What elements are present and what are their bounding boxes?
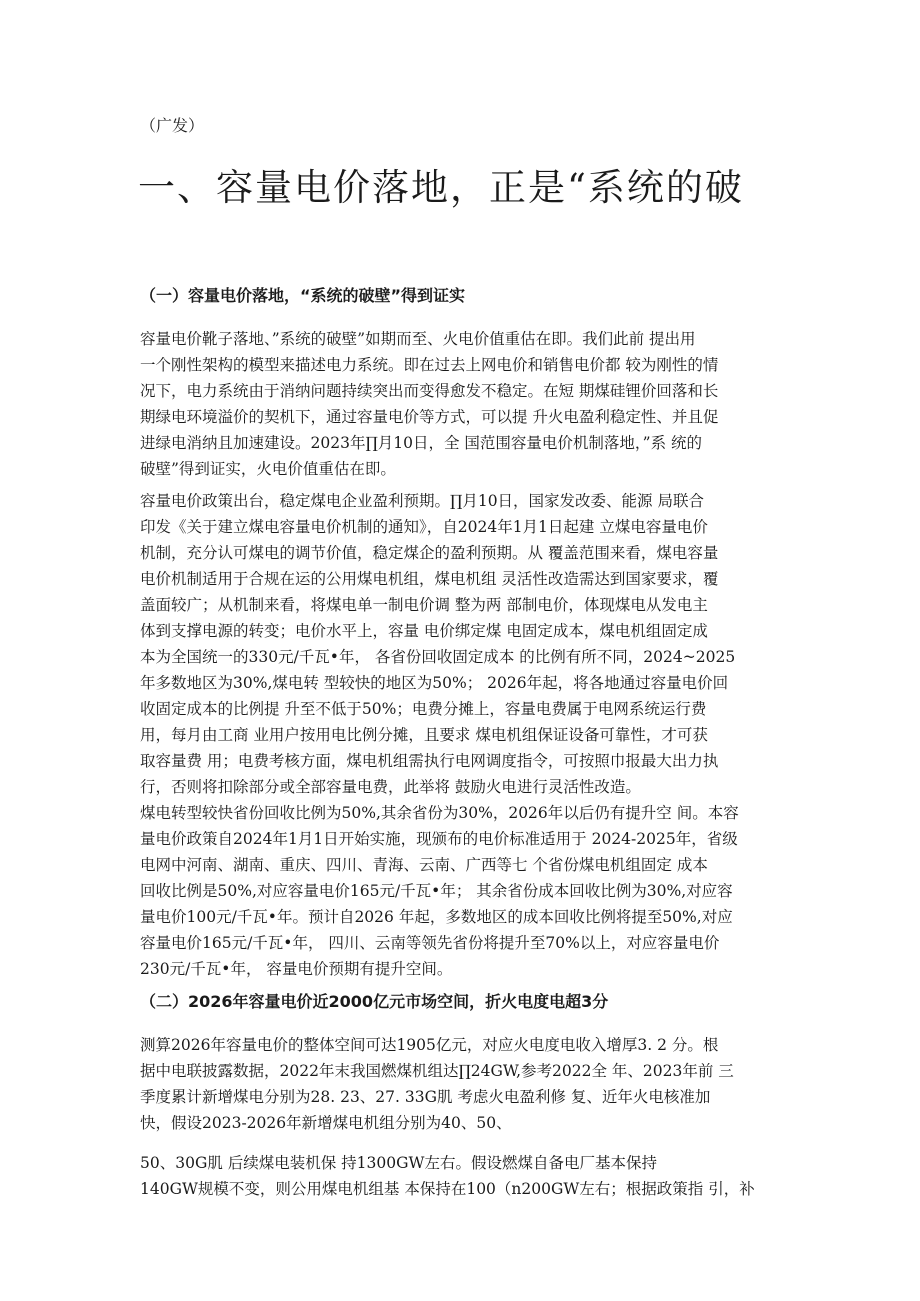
text-line: 取容量费 用；电费考核方面，煤电机组需执行电网调度指令，可按照巾报最大出力执 [140, 752, 719, 770]
text-line: 一个刚性架构的模型来描述电力系统。即在过去上网电价和销售电价都 较为刚性的情 [140, 356, 719, 374]
text-line: 电网中河南、湖南、重庆、四川、青海、云南、广西等七 个省份煤电机组固定 成本 [140, 856, 708, 874]
paragraph-4 [140, 1032, 780, 1136]
text-line: 收固定成本的比例提 升至不低于50%；电费分摊上，容量电费属于电网系统运行费 [140, 700, 707, 718]
text-line: 容量电价政策出台，稳定煤电企业盈利预期。∏月10日，国家发改委、能源 局联合 [140, 492, 704, 510]
text-line: 破壁”得到证实，火电价值重估在即。 [140, 460, 396, 478]
text-line: 电价机制适用于合规在运的公用煤电机组，煤电机组 灵活性改造需达到国家要求，覆 [140, 570, 719, 588]
text-line: 煤电转型较快省份回收比例为50%,其余省份为30%，2026年以后仍有提升空 间。本容 [140, 804, 739, 822]
text-line: 期绿电环境溢价的契机下，通过容量电价等方式，可以提 升火电盈利稳定性、并且促 [140, 408, 719, 426]
text-line: 快，假设2023-2026年新增煤电机组分别为40、50、 [140, 1114, 512, 1132]
text-line: 进绿电消纳且加速建设。2023年∏月10日，全 国范围容量电价机制落地，”系 统的 [140, 434, 703, 452]
text-line: 据中电联披露数据，2022年末我国燃煤机组达∏24GW,参考2022全 年、2023年前 三 [140, 1062, 734, 1080]
source-tag: （广发） [140, 116, 205, 135]
text-line: 行，否则将扣除部分或全部容量电费，此举将 鼓励火电进行灵活性改造。 [140, 778, 641, 796]
text-line: 50、30G肌 后续煤电装机保 持1300GW左右。假设燃煤自备电厂基本保持 [140, 1154, 657, 1172]
text-line: 况下，电力系统由于消纳问题持续突出而变得愈发不稳定。在短 期煤硅锂价回落和长 [140, 382, 719, 400]
text-line: 容量电价165元/千瓦•年， 四川、云南等领先省份将提升至70%以上，对应容量电价 [140, 934, 720, 952]
text-line: 量电价100元/千瓦•年。预计自2026 年起，多数地区的成本回收比例将提至50%,对应 [140, 908, 733, 926]
text-line: 测算2026年容量电价的整体空间可达1905亿元，对应火电度电收入增厚3. 2 分。根 [140, 1036, 719, 1054]
page-title: 一、容量电价落地，正是“系统的破 [138, 166, 744, 209]
text-line: 量电价政策自2024年1月1日开始实施，现颁布的电价标准适用于 2024-2025年，省级 [140, 830, 738, 848]
paragraph-1 [140, 326, 780, 482]
text-line: 印发《关于建立煤电容量电价机制的通知》，自2024年1月1日起建 立煤电容量电价 [140, 518, 708, 536]
paragraph-5 [140, 1150, 780, 1202]
text-line: 回收比例是50%,对应容量电价165元/千瓦•年； 其余省份成本回收比例为30%,对应容 [140, 882, 733, 900]
text-line: 230元/千瓦•年， 容量电价预期有提升空间。 [140, 960, 453, 978]
section-heading-1: （一）容量电价落地，“系统的破壁”得到证实 [140, 286, 466, 305]
text-line: 用，每月由工商 业用户按用电比例分摊，且要求 煤电机组保证设备可靠性，才可获 [140, 726, 708, 744]
text-line: 容量电价靴子落地、”系统的破壁”如期而至、火电价值重估在即。我们此前 提出用 [140, 330, 696, 348]
text-line: 体到支撑电源的转变；电价水平上，容量 电价绑定煤 电固定成本，煤电机组固定成 [140, 622, 708, 640]
paragraph-3 [140, 800, 780, 982]
text-line: 本为全国统一的330元/千瓦•年， 各省份回收固定成本 的比例有所不同，2024~2025 [140, 648, 736, 666]
text-line: 盖面较广；从机制来看，将煤电单一制电价调 整为两 部制电价，体现煤电从发电主 [140, 596, 708, 614]
section-heading-2: （二）2026年容量电价近2000亿元市场空间，折火电度电超3分 [140, 992, 609, 1011]
paragraph-2 [140, 488, 780, 800]
text-line: 季度累计新增煤电分别为28. 23、27. 33G肌 考虑火电盈利修 复、近年火电核准加 [140, 1088, 711, 1106]
text-line: 机制，充分认可煤电的调节价值，稳定煤企的盈利预期。从 覆盖范围来看，煤电容量 [140, 544, 719, 562]
text-line: 140GW规模不变，则公用煤电机组基 本保持在100（n200GW左右；根据政策指 引，补 [140, 1180, 755, 1198]
text-line: 年多数地区为30%,煤电转 型较快的地区为50%； 2026年起，将各地通过容量电价回 [140, 674, 729, 692]
